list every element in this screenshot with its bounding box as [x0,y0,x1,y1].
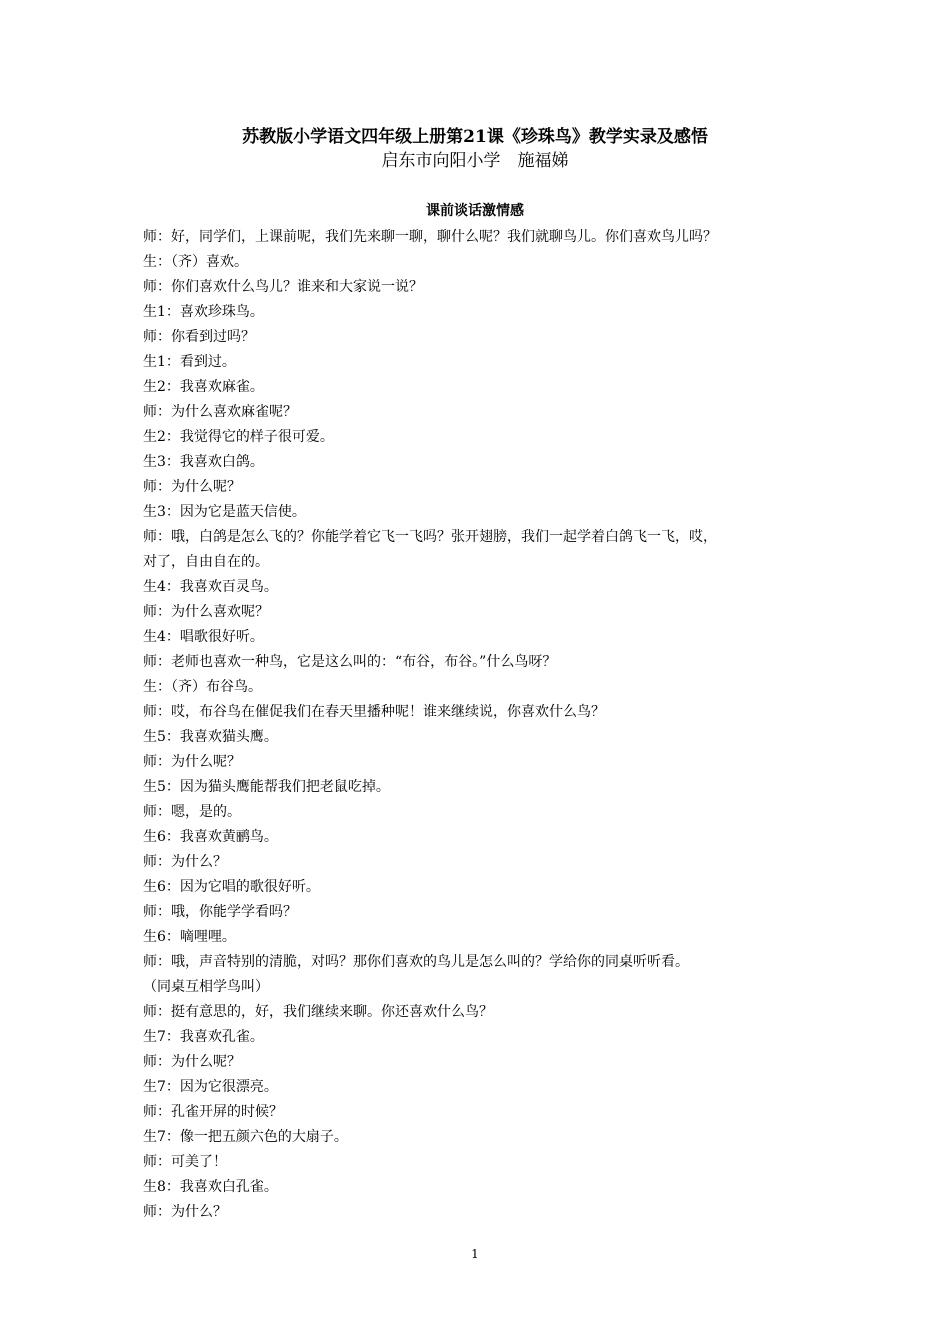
transcript-line: 师：孔雀开屏的时候？ [143,1104,283,1120]
transcript-line: 生5：因为猫头鹰能帮我们把老鼠吃掉。 [143,779,390,795]
transcript-line: 师：老师也喜欢一种鸟，它是这么叫的：“布谷，布谷。”什么鸟呀？ [143,654,557,670]
document-title: 苏教版小学语文四年级上册第21课《珍珠鸟》教学实录及感悟 [242,127,708,147]
transcript-line: 师：好，同学们，上课前呢，我们先来聊一聊，聊什么呢？我们就聊鸟儿。你们喜欢鸟儿吗？ [143,229,717,245]
transcript-line: 生4：我喜欢百灵鸟。 [143,579,278,595]
page-number: 1 [471,1247,479,1261]
transcript-line: 师：为什么喜欢呢？ [143,604,269,620]
transcript-line: 师：为什么喜欢麻雀呢？ [143,404,297,420]
transcript-line: 生1：看到过。 [143,354,236,370]
transcript-line: 师：为什么呢？ [143,1054,241,1070]
transcript-line: 师：可美了！ [143,1154,227,1170]
transcript-line: 师：为什么呢？ [143,479,241,495]
transcript-line: 生5：我喜欢猫头鹰。 [143,729,278,745]
transcript-line: 师：哦，声音特别的清脆，对吗？那你们喜欢的鸟儿是怎么叫的？学给你的同桌听听看。 [143,954,689,970]
transcript-line: 师：挺有意思的，好，我们继续来聊。你还喜欢什么鸟？ [143,1004,493,1020]
transcript-line: 师：你们喜欢什么鸟儿？谁来和大家说一说？ [143,279,423,295]
transcript-line: 生：（齐）喜欢。 [143,254,248,270]
transcript-line: 生6：嘀哩哩。 [143,929,236,945]
transcript-line: 生7：因为它很漂亮。 [143,1079,278,1095]
transcript-body [143,225,811,1225]
transcript-line: 生1：喜欢珍珠鸟。 [143,304,264,320]
transcript-line: 生2：我喜欢麻雀。 [143,379,264,395]
transcript-line: 生4：唱歌很好听。 [143,629,264,645]
transcript-line: 师：哦，白鸽是怎么飞的？你能学着它飞一飞吗？张开翅膀，我们一起学着白鸽飞一飞，哎， [143,529,717,545]
document-author: 启东市向阳小学 施福娣 [381,151,569,171]
transcript-line: 师：为什么呢？ [143,754,241,770]
transcript-line: 生8：我喜欢白孔雀。 [143,1179,278,1195]
transcript-line: 师：哦，你能学学看吗？ [143,904,297,920]
transcript-line: 生2：我觉得它的样子很可爱。 [143,429,334,445]
transcript-line: 生7：我喜欢孔雀。 [143,1029,264,1045]
transcript-line: 生6：因为它唱的歌很好听。 [143,879,320,895]
transcript-line: 师：为什么？ [143,854,227,870]
transcript-line: 生3：我喜欢白鸽。 [143,454,264,470]
transcript-line: 生：（齐）布谷鸟。 [143,679,262,695]
transcript-line: （同桌互相学鸟叫） [143,979,269,995]
transcript-line: 师：嗯，是的。 [143,804,241,820]
transcript-line: 对了，自由自在的。 [143,554,269,570]
transcript-line: 生7：像一把五颜六色的大扇子。 [143,1129,348,1145]
transcript-line: 师：为什么？ [143,1204,227,1220]
transcript-line: 生6：我喜欢黄鹂鸟。 [143,829,278,845]
transcript-line: 生3：因为它是蓝天信使。 [143,504,306,520]
section-title: 课前谈话激情感 [426,203,524,219]
transcript-line: 师：哎，布谷鸟在催促我们在春天里播种呢！谁来继续说，你喜欢什么鸟？ [143,704,605,720]
transcript-line: 师：你看到过吗？ [143,329,255,345]
